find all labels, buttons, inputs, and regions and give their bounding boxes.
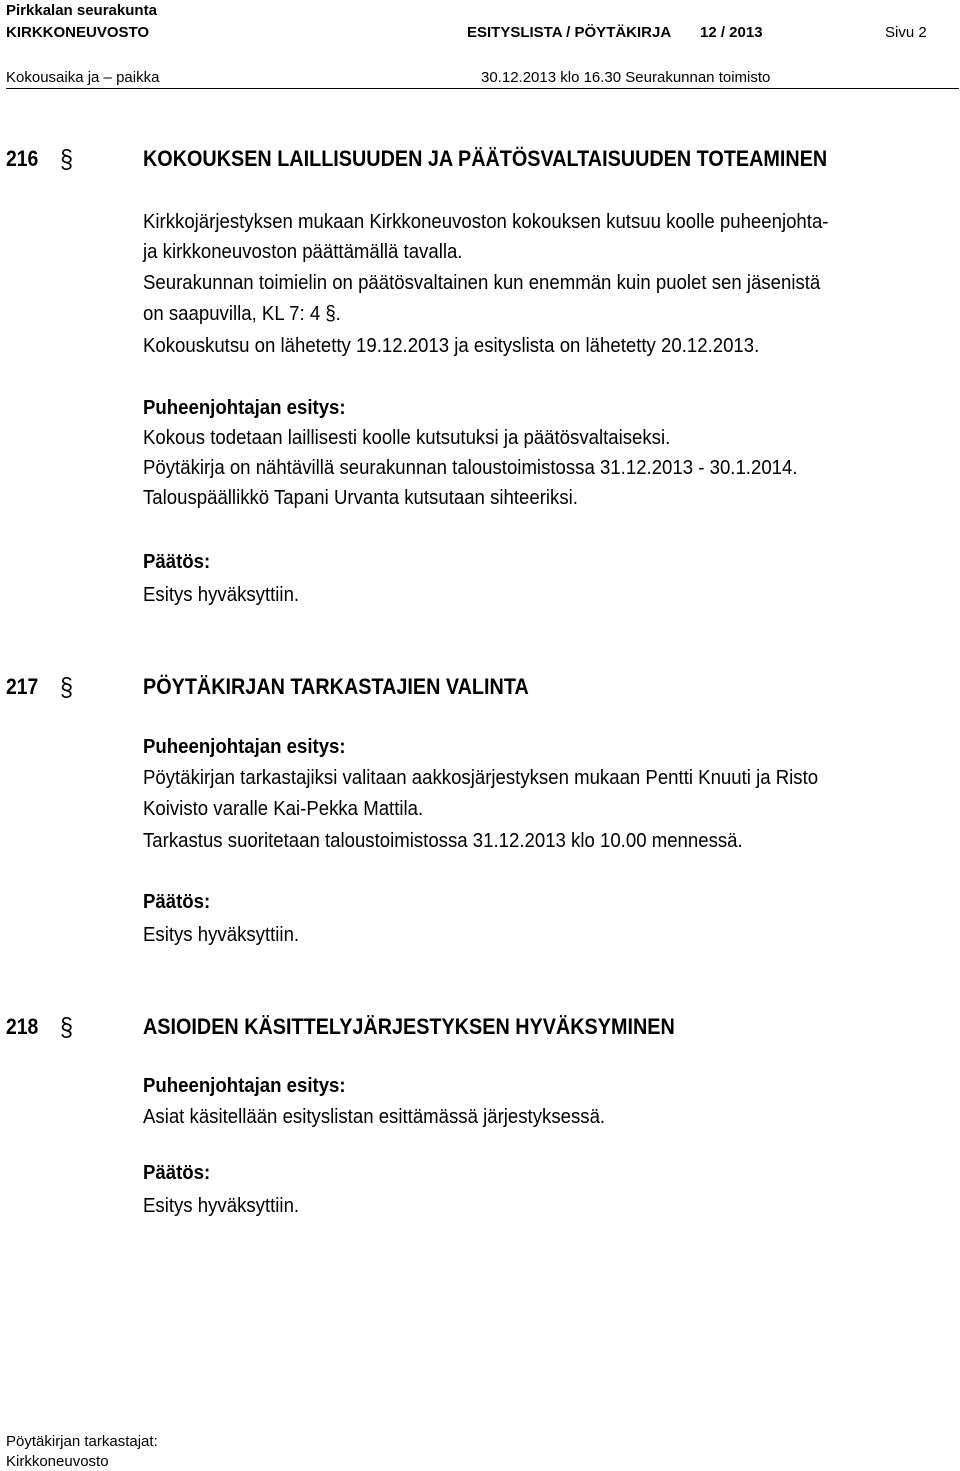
proposal-line: Talouspäällikkö Tapani Urvanta kutsutaan sihteeriksi.: [143, 487, 578, 509]
proposal-label: Puheenjohtajan esitys:: [143, 397, 346, 419]
footer-reviewers-label: Pöytäkirjan tarkastajat:: [6, 1433, 158, 1450]
proposal-line: Kokous todetaan laillisesti koolle kutsutuksi ja päätösvaltaiseksi.: [143, 427, 671, 449]
section-number: 218: [6, 1014, 39, 1039]
decision-label: Päätös:: [143, 891, 211, 913]
proposal-label: Puheenjohtajan esitys:: [143, 1075, 346, 1097]
org-name: Pirkkalan seurakunta: [6, 2, 157, 19]
intro-line: ja kirkkoneuvoston päättämällä tavalla.: [143, 241, 463, 263]
time-place-label: Kokousaika ja – paikka: [6, 69, 160, 86]
proposal-line: Koivisto varalle Kai-Pekka Mattila.: [143, 798, 424, 820]
footer-body-name: Kirkkoneuvosto: [6, 1453, 109, 1470]
proposal-line: Asiat käsitellään esityslistan esittämässä järjestyksessä.: [143, 1106, 606, 1128]
body-name: KIRKKONEUVOSTO: [6, 24, 150, 41]
section-number: 217: [6, 674, 39, 699]
paragraph-symbol: §: [60, 144, 74, 174]
intro-line: on saapuvilla, KL 7: 4 §.: [143, 303, 341, 325]
time-place-value: 30.12.2013 klo 16.30 Seurakunnan toimisto: [481, 69, 771, 86]
decision-text: Esitys hyväksyttiin.: [143, 584, 300, 606]
paragraph-symbol: §: [60, 1012, 74, 1042]
proposal-line: Pöytäkirjan tarkastajiksi valitaan aakkosjärjestyksen mukaan Pentti Knuuti ja Risto: [143, 767, 819, 789]
section-title: PÖYTÄKIRJAN TARKASTAJIEN VALINTA: [143, 674, 529, 699]
proposal-line: Tarkastus suoritetaan taloustoimistossa 31.12.2013 klo 10.00 mennessä.: [143, 830, 743, 852]
paragraph-symbol: §: [60, 672, 74, 702]
intro-line: Kokouskutsu on lähetetty 19.12.2013 ja esityslista on lähetetty 20.12.2013.: [143, 335, 760, 357]
decision-text: Esitys hyväksyttiin.: [143, 1195, 300, 1217]
intro-line: Kirkkojärjestyksen mukaan Kirkkoneuvoston kokouksen kutsuu koolle puheenjohta-: [143, 211, 829, 233]
intro-line: Seurakunnan toimielin on päätösvaltainen kun enemmän kuin puolet sen jäsenistä: [143, 272, 821, 294]
section-title: KOKOUKSEN LAILLISUUDEN JA PÄÄTÖSVALTAISUUDEN TOTEAMINEN: [143, 146, 828, 171]
document-type: ESITYSLISTA / PÖYTÄKIRJA: [467, 24, 672, 41]
decision-label: Päätös:: [143, 551, 211, 573]
page-number: Sivu 2: [885, 24, 927, 41]
proposal-line: Pöytäkirja on nähtävillä seurakunnan taloustoimistossa 31.12.2013 - 30.1.2014.: [143, 457, 798, 479]
decision-text: Esitys hyväksyttiin.: [143, 924, 300, 946]
section-number: 216: [6, 146, 39, 171]
proposal-label: Puheenjohtajan esitys:: [143, 736, 346, 758]
issue-number: 12 / 2013: [700, 24, 763, 41]
header-rule: [6, 88, 959, 89]
decision-label: Päätös:: [143, 1162, 211, 1184]
section-title: ASIOIDEN KÄSITTELYJÄRJESTYKSEN HYVÄKSYMINEN: [143, 1014, 675, 1039]
